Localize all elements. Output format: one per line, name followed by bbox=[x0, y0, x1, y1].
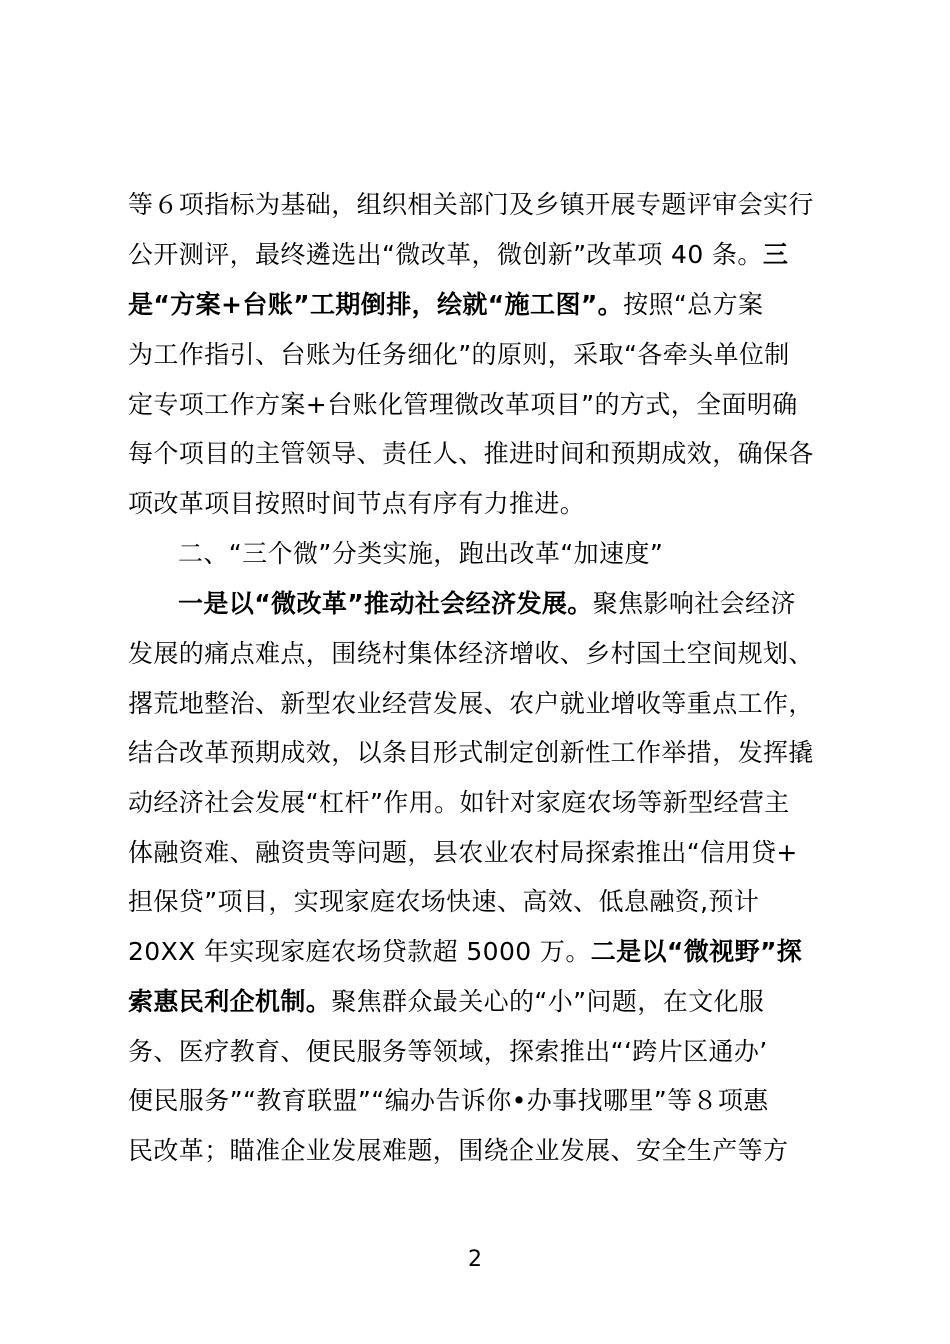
text-run: 发展的痛点难点，围绕村集体经济增收、乡村国土空间规划、 bbox=[128, 639, 814, 668]
paragraph-line bbox=[128, 787, 838, 819]
paragraph-line bbox=[128, 688, 838, 720]
paragraph-line bbox=[128, 737, 838, 769]
paragraph-line bbox=[128, 886, 838, 918]
text-run: 务、医疗教育、便民服务等领域，探索推出“‘跨片区通办’ bbox=[128, 1037, 768, 1066]
paragraph-line bbox=[128, 339, 838, 371]
paragraph-line bbox=[128, 289, 838, 321]
heading-text: 二、“三个微”分类实施，跑出改革“加速度” bbox=[178, 539, 664, 568]
text-run: 体融资难、融资贵等问题，县农业农村局探索推出“信用贷+ bbox=[128, 838, 798, 867]
paragraph-line bbox=[178, 588, 838, 620]
section-heading bbox=[178, 538, 838, 570]
paragraph-line bbox=[128, 438, 838, 470]
text-run: 结合改革预期成效，以条目形式制定创新性工作举措，发挥撬 bbox=[128, 738, 814, 767]
text-run: 20XX 年实现家庭农场贷款超 5000 万。 bbox=[128, 937, 591, 966]
text-run: 按照“总方案 bbox=[623, 290, 764, 319]
text-run: 公开测评，最终遴选出“微改革，微创新”改革项 40 条。 bbox=[128, 240, 763, 269]
text-run: 每个项目的主管领导、责任人、推进时间和预期成效，确保各 bbox=[128, 439, 814, 468]
bold-run: 索惠民利企机制。 bbox=[128, 987, 332, 1016]
text-run: 便民服务”“教育联盟”“编办告诉你•办事找哪里”等８项惠 bbox=[128, 1086, 769, 1115]
paragraph-line bbox=[128, 239, 838, 271]
text-run: 聚焦影响社会经济 bbox=[592, 589, 796, 618]
paragraph-line bbox=[128, 189, 838, 221]
text-run: 动经济社会发展“杠杆”作用。如针对家庭农场等新型经营主 bbox=[128, 788, 790, 817]
text-run: 定专项工作方案+台账化管理微改革项目”的方式，全面明确 bbox=[128, 390, 798, 419]
text-run: 撂荒地整治、新型农业经营发展、农户就业增收等重点工作， bbox=[128, 689, 814, 718]
text-run: 等６项指标为基础，组织相关部门及乡镇开展专题评审会实行 bbox=[128, 190, 814, 219]
bold-run: 一是以“微改革”推动社会经济发展。 bbox=[178, 589, 593, 618]
bold-run: 三 bbox=[762, 240, 789, 269]
bold-run: 二是以“微视野”探 bbox=[590, 937, 803, 966]
paragraph-line bbox=[128, 389, 838, 421]
paragraph-line bbox=[128, 936, 838, 968]
paragraph-line bbox=[128, 638, 838, 670]
paragraph-line bbox=[128, 1085, 838, 1117]
paragraph-line bbox=[128, 1135, 838, 1167]
text-run: 担保贷”项目，实现家庭农场快速、高效、低息融资,预计 bbox=[128, 887, 760, 916]
paragraph-line bbox=[128, 488, 838, 520]
bold-run: 是“方案+台账”工期倒排，绘就“施工图”。 bbox=[128, 290, 624, 319]
paragraph-line bbox=[128, 986, 838, 1018]
text-run: 聚焦群众最关心的“小”问题，在文化服 bbox=[331, 987, 765, 1016]
paragraph-line bbox=[128, 1036, 838, 1068]
text-run: 为工作指引、台账为任务细化”的原则，采取“各牵头单位制 bbox=[128, 340, 790, 369]
text-run: 民改革；瞄准企业发展难题，围绕企业发展、安全生产等方 bbox=[128, 1136, 789, 1165]
text-run: 项改革项目按照时间节点有序有力推进。 bbox=[128, 489, 586, 518]
page-number: 2 bbox=[468, 1247, 482, 1272]
paragraph-line bbox=[128, 837, 838, 869]
